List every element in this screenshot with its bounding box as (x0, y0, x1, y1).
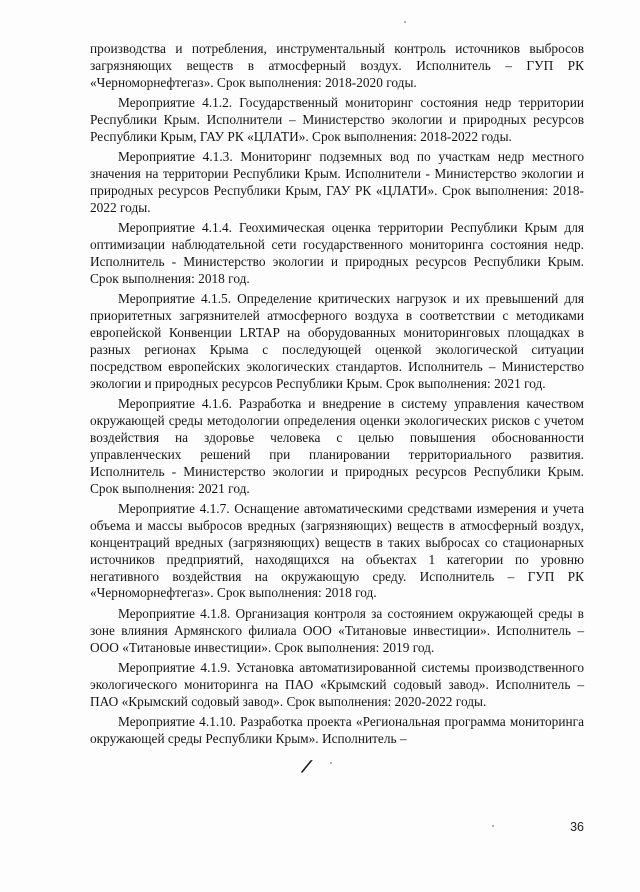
scan-speck (330, 762, 332, 764)
paragraph-measure-4-1-3: Мероприятие 4.1.3. Мониторинг подземных вод по участкам недр местного значения на территории Республики Крым. Исполнители - Министерство экологии и природных ресурсов Республики Крым, ГАУ РК «ЦЛАТИ». Срок выполнения: 2018-2022 годы. (90, 149, 584, 215)
paragraph-measure-4-1-4: Мероприятие 4.1.4. Геохимическая оценка территории Республики Крым для оптимизации наблюдательной сети государственного мониторинга состояния недр. Исполнитель - Министерство экологии и природных ресурсов Республики Крым. Срок выполнения: 2018 год. (90, 220, 584, 286)
handwritten-mark (300, 759, 314, 773)
paragraph-measure-4-1-10: Мероприятие 4.1.10. Разработка проекта «Региональная программа мониторинга окружающей среды Республики Крым». Исполнитель – (90, 713, 584, 746)
scan-speck (492, 825, 494, 827)
paragraph-measure-4-1-2: Мероприятие 4.1.2. Государственный мониторинг состояния недр территории Республики Крым. Исполнители – Министерство экологии и природных ресурсов Республики Крым, ГАУ РК «ЦЛАТИ». Срок выполнения: 2018-2022 годы. (90, 95, 584, 144)
paragraph-measure-4-1-7: Мероприятие 4.1.7. Оснащение автоматическими средствами измерения и учета объема и массы выбросов вредных (загрязняющих) веществ в атмосферный воздух, концентраций вредных (загрязняющих) веществ в таких выбросах со стационарных источников предприятий, находящихся на объектах 1 категории по уровню негативного воздействия на окружающую среду. Исполнитель – ГУП РК «Черноморнефтегаз». Срок выполнения: 2018 год. (90, 500, 584, 601)
page-number: 36 (570, 820, 584, 834)
paragraph-measure-4-1-8: Мероприятие 4.1.8. Организация контроля за состоянием окружающей среды в зоне влияния Армянского филиала ООО «Титановые инвестиции». Исполнитель – ООО «Титановые инвестиции». Срок выполнения: 2019 год. (90, 605, 584, 655)
paragraph-measure-4-1-5: Мероприятие 4.1.5. Определение критических нагрузок и их превышений для приоритетных загрязнителей атмосферного воздуха в соответствии с методиками европейской Конвенции LRTAP на оборудованных мониторинговых площадках в разных регионах Крыма с последующей оценкой экологической ситуации посредством европейских экологических стандартов. Исполнитель – Министерство экологии и природных ресурсов Республики Крым. Срок выполнения: 2021 год. (90, 291, 584, 391)
paragraph-measure-4-1-6: Мероприятие 4.1.6. Разработка и внедрение в систему управления качеством окружающей среды методологии определения оценки экологических рисков с учетом воздействия на здоровье человека с целью повышения обоснованности управленческих решений при планировании территориального развития. Исполнитель - Министерство экологии и природных ресурсов Республики Крым. Срок выполнения: 2021 год. (90, 396, 584, 496)
paragraph-continuation: производства и потребления, инструментальный контроль источников выбросов загрязняющих веществ в атмосферный воздух. Исполнитель – ГУП РК «Черноморнефтегаз». Срок выполнения: 2018-2020 годы. (90, 41, 584, 90)
paragraph-measure-4-1-9: Мероприятие 4.1.9. Установка автоматизированной системы производственного экологического мониторинга на ПАО «Крымский содовый завод». Исполнитель – ПАО «Крымский содовый завод». Срок выполнения: 2020-2022 годы. (90, 659, 584, 709)
body-text (90, 41, 584, 751)
scan-speck (404, 21, 406, 23)
